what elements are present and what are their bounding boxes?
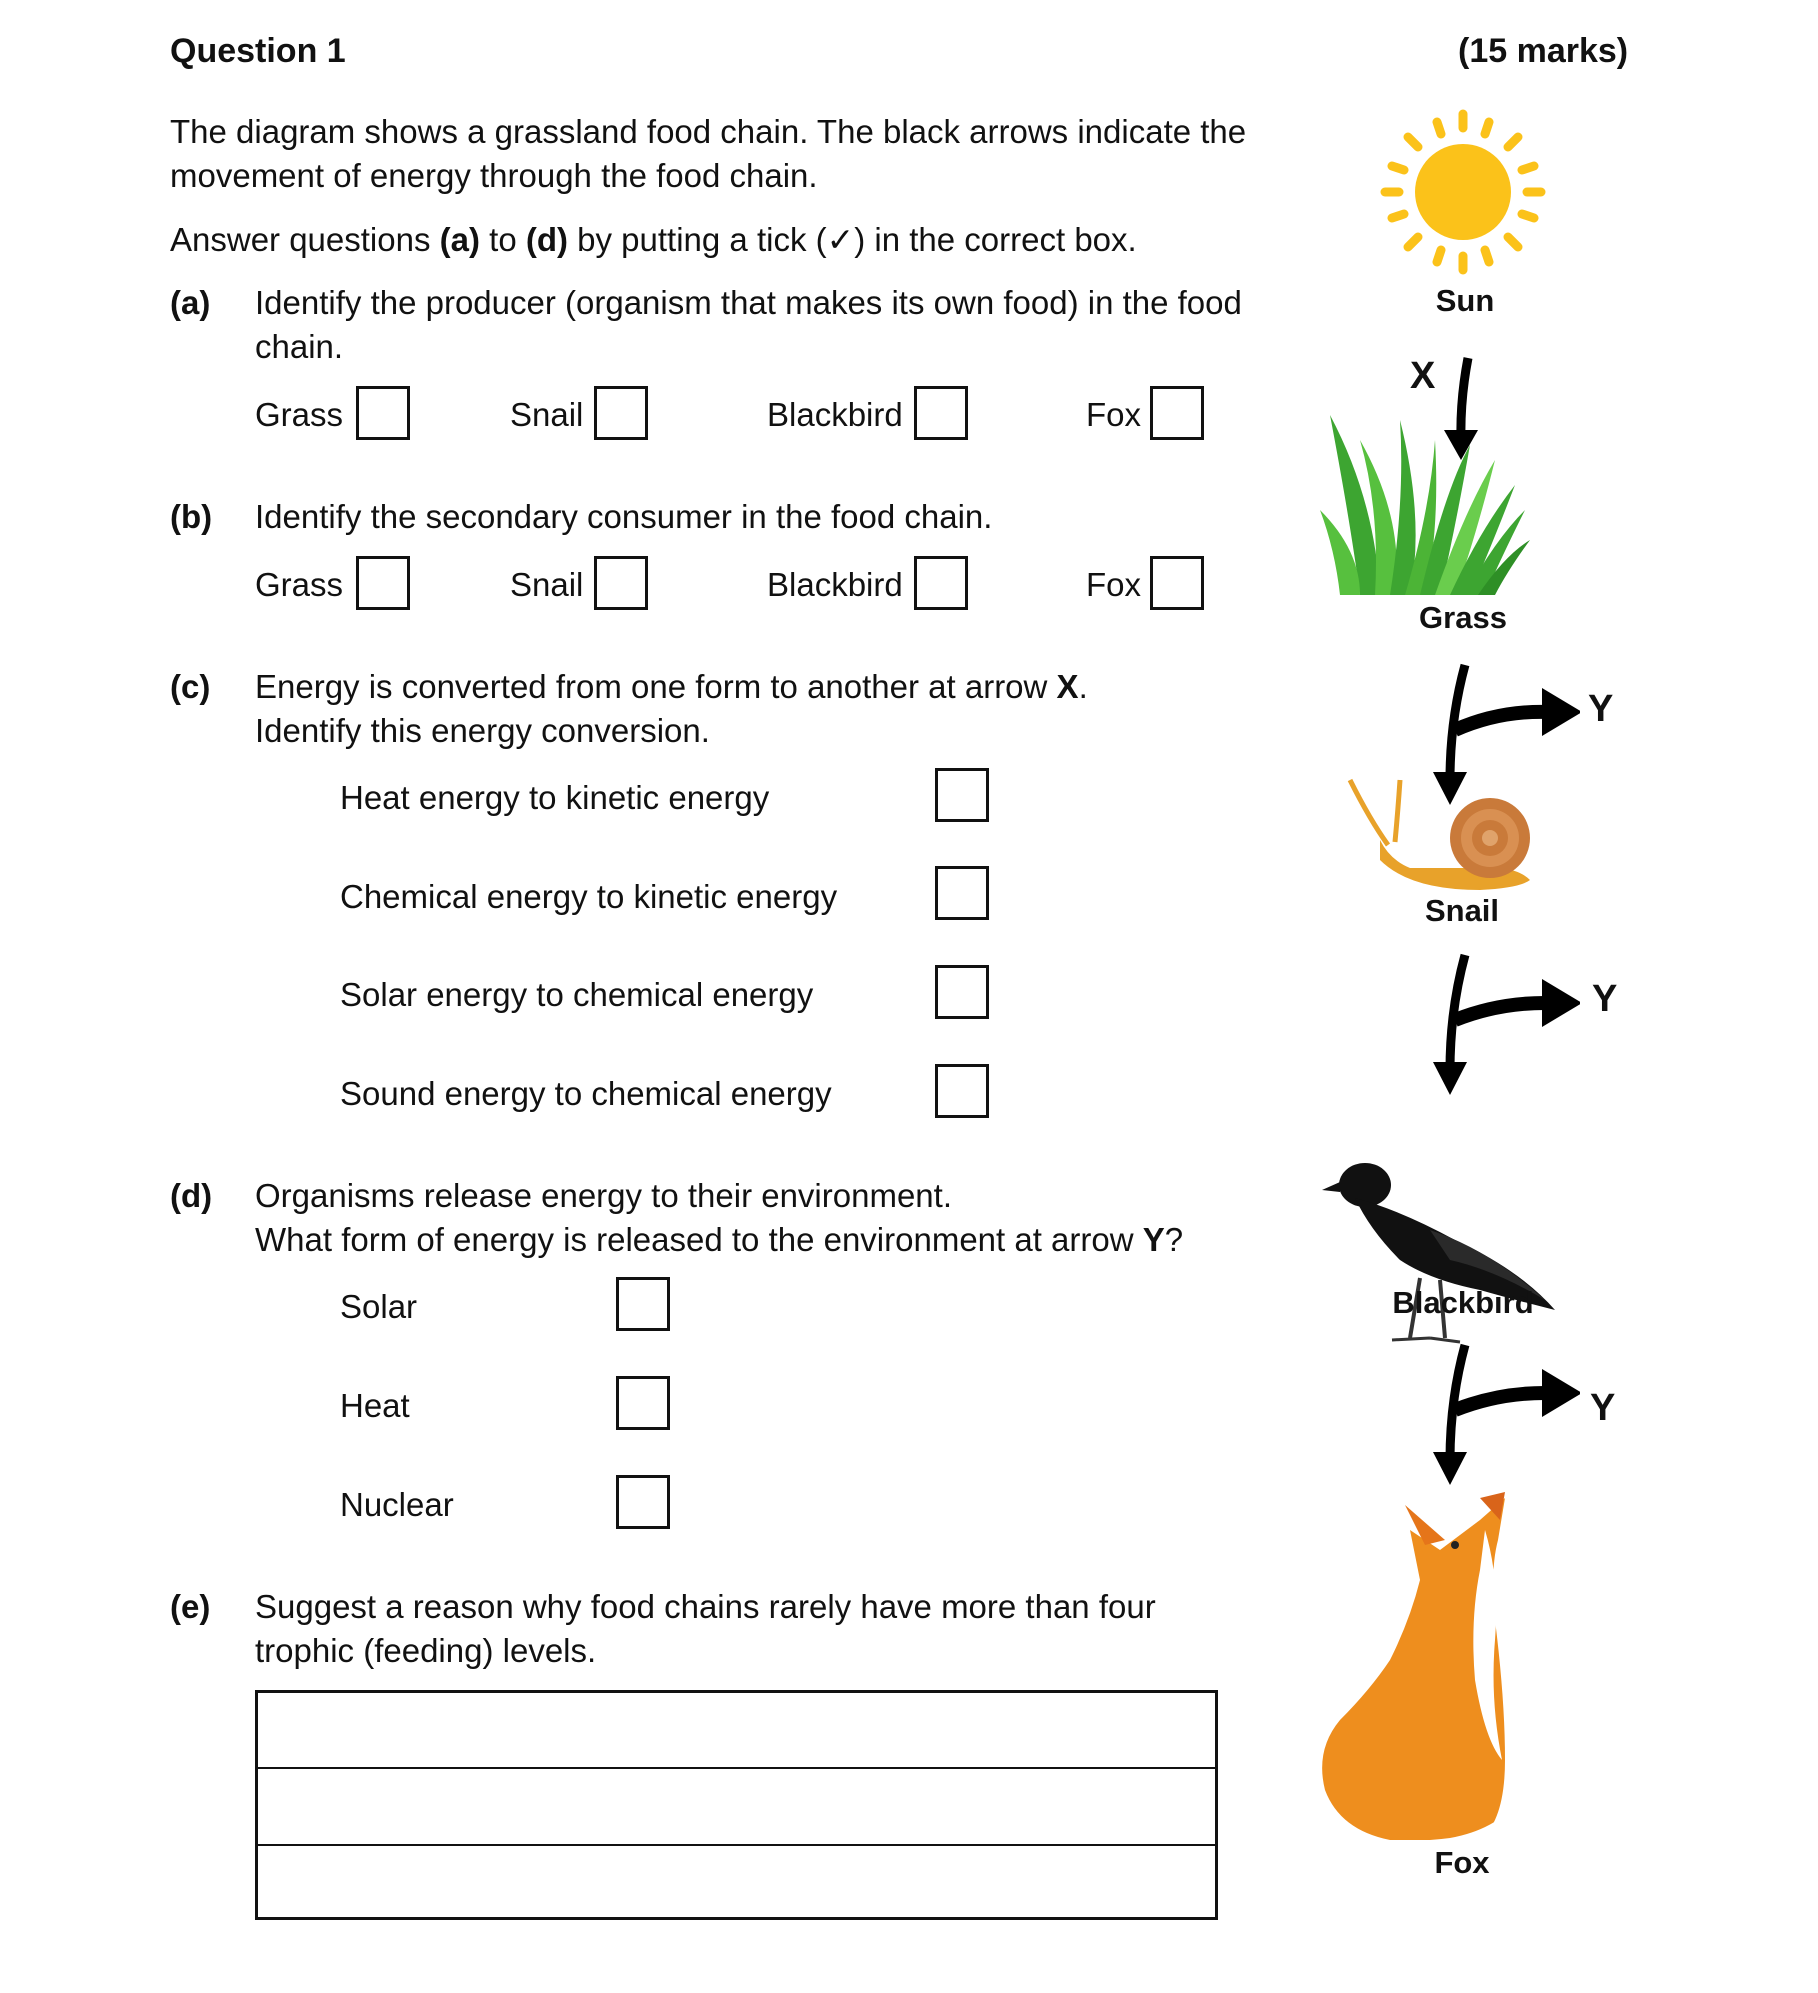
grass-label: Grass bbox=[1419, 600, 1507, 635]
d-line2-post: ? bbox=[1164, 1221, 1184, 1258]
c-option-4-checkbox[interactable] bbox=[935, 1064, 989, 1118]
part-a-line-2: chain. bbox=[255, 328, 344, 365]
answer-box[interactable] bbox=[255, 1690, 1218, 1920]
c-option-1-label: Heat energy to kinetic energy bbox=[340, 779, 770, 816]
part-d-line-2 bbox=[255, 1218, 1183, 1262]
arrow-x-label: X bbox=[1410, 355, 1436, 397]
a-option-fox-checkbox[interactable] bbox=[1150, 386, 1204, 440]
sun-label: Sun bbox=[1435, 283, 1495, 318]
arrow-y-label-1: Y bbox=[1588, 688, 1614, 730]
part-b-line-1: Identify the secondary consumer in the food chain. bbox=[255, 498, 993, 535]
snail-icon bbox=[1350, 780, 1530, 890]
part-e-line-2: trophic (feeding) levels. bbox=[255, 1632, 597, 1669]
d-option-nuclear-checkbox[interactable] bbox=[616, 1475, 670, 1529]
c-option-3-label: Solar energy to chemical energy bbox=[340, 976, 814, 1013]
c-option-2-checkbox[interactable] bbox=[935, 866, 989, 920]
d-option-nuclear-label: Nuclear bbox=[340, 1486, 454, 1523]
a-option-grass-label: Grass bbox=[255, 396, 344, 433]
part-e-label: (e) bbox=[170, 1588, 211, 1625]
snail-label: Snail bbox=[1424, 893, 1500, 928]
part-a-label: (a) bbox=[170, 284, 211, 321]
a-option-fox-label: Fox bbox=[1086, 396, 1142, 433]
part-c-line-1 bbox=[255, 665, 1088, 709]
answer-line-1 bbox=[258, 1767, 1215, 1769]
fox-icon bbox=[1322, 1492, 1520, 1851]
instr-mid: to bbox=[479, 221, 526, 258]
arrow-x-icon bbox=[1444, 358, 1478, 460]
b-option-blackbird-checkbox[interactable] bbox=[914, 556, 968, 610]
d-line2-pre: What form of energy is released to the environment at arrow bbox=[255, 1221, 1143, 1258]
c-line1-post: . bbox=[1078, 668, 1088, 705]
b-option-grass-checkbox[interactable] bbox=[356, 556, 410, 610]
marks-label: (15 marks) bbox=[1458, 32, 1629, 70]
intro-line-1: The diagram shows a grassland food chain. The black arrows indicate the bbox=[170, 113, 1247, 150]
c-option-1-checkbox[interactable] bbox=[935, 768, 989, 822]
a-option-blackbird-label: Blackbird bbox=[767, 396, 903, 433]
b-option-snail-label: Snail bbox=[510, 566, 584, 603]
c-option-3-checkbox[interactable] bbox=[935, 965, 989, 1019]
blackbird-label: Blackbird bbox=[1392, 1285, 1534, 1320]
intro-line-2: movement of energy through the food chain. bbox=[170, 157, 818, 194]
part-a-line-1: Identify the producer (organism that makes its own food) in the food bbox=[255, 284, 1242, 321]
part-c-label: (c) bbox=[170, 668, 211, 705]
c-line1-pre: Energy is converted from one form to another at arrow bbox=[255, 668, 1057, 705]
a-option-grass-checkbox[interactable] bbox=[356, 386, 410, 440]
b-option-snail-checkbox[interactable] bbox=[594, 556, 648, 610]
grass-icon bbox=[1320, 415, 1530, 595]
b-option-grass-label: Grass bbox=[255, 566, 344, 603]
answer-line-2 bbox=[258, 1844, 1215, 1846]
instructions bbox=[170, 218, 1137, 262]
question-title: Question 1 bbox=[170, 32, 346, 70]
instr-a: (a) bbox=[439, 221, 480, 258]
d-option-solar-label: Solar bbox=[340, 1288, 418, 1325]
arrow-blackbird-fox-icon bbox=[1433, 1345, 1580, 1485]
instr-d: (d) bbox=[525, 221, 568, 258]
d-line2-bold: Y bbox=[1142, 1221, 1165, 1258]
d-option-heat-label: Heat bbox=[340, 1387, 410, 1424]
a-option-snail-checkbox[interactable] bbox=[594, 386, 648, 440]
a-option-snail-label: Snail bbox=[510, 396, 584, 433]
c-option-4-label: Sound energy to chemical energy bbox=[340, 1075, 832, 1112]
b-option-fox-checkbox[interactable] bbox=[1150, 556, 1204, 610]
fox-label: Fox bbox=[1434, 1845, 1490, 1880]
arrow-snail-blackbird-icon bbox=[1433, 955, 1580, 1095]
part-e-line-1: Suggest a reason why food chains rarely have more than four bbox=[255, 1588, 1156, 1625]
arrow-y-label-3: Y bbox=[1590, 1387, 1616, 1429]
d-option-heat-checkbox[interactable] bbox=[616, 1376, 670, 1430]
part-b-label: (b) bbox=[170, 498, 213, 535]
a-option-blackbird-checkbox[interactable] bbox=[914, 386, 968, 440]
c-option-2-label: Chemical energy to kinetic energy bbox=[340, 878, 838, 915]
arrow-y-label-2: Y bbox=[1592, 978, 1618, 1020]
c-line1-bold: X bbox=[1056, 668, 1079, 705]
b-option-fox-label: Fox bbox=[1086, 566, 1142, 603]
d-option-solar-checkbox[interactable] bbox=[616, 1277, 670, 1331]
arrow-grass-snail-icon bbox=[1433, 665, 1580, 805]
instr-pre: Answer questions bbox=[170, 221, 440, 258]
instr-post: by putting a tick (✓) in the correct box. bbox=[567, 221, 1137, 258]
b-option-blackbird-label: Blackbird bbox=[767, 566, 903, 603]
part-d-line-1: Organisms release energy to their environment. bbox=[255, 1177, 952, 1214]
part-d-label: (d) bbox=[170, 1177, 213, 1214]
sun-icon bbox=[1385, 114, 1541, 270]
part-c-line-2: Identify this energy conversion. bbox=[255, 712, 710, 749]
